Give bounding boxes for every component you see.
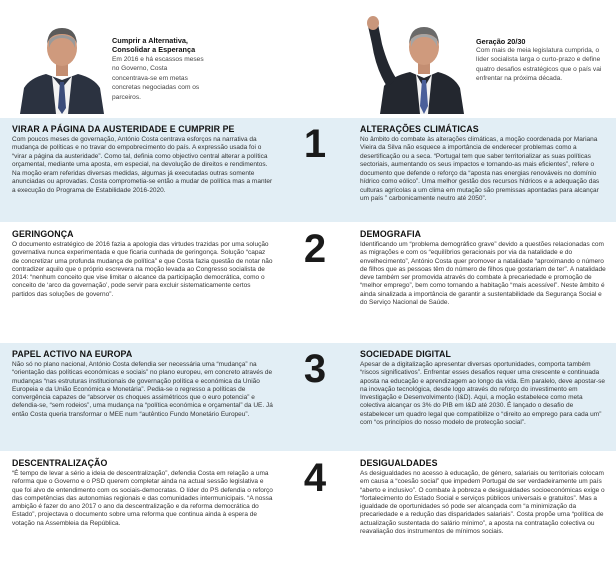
section-left-3 — [12, 349, 274, 419]
left-portrait-caption: Em 2016 e há escassos meses no Governo, Costa concentrava-se em metas concretas negociadas com os parceiros. — [112, 56, 204, 101]
section-number: 3 — [303, 347, 327, 391]
section-number: 2 — [303, 227, 327, 271]
politician-portrait-right — [358, 14, 468, 114]
section-body: Identificando um “problema demográfico grave” devido a questões relacionadas com as migrações e com os “equilíbrios geracionais por via da natalidade e do envelhecimento”, António Costa quer promover a natalidade “aproximando o número de filhos que as pessoas têm do número de filhos que gostariam de ter”. A natalidade deve também ser promovida através do combate à precariedade e promoção de “melhor emprego”, bem como tornando a habitação “mais acessível”. Neste âmbito é ainda sinalizada a importância de garantir a sustentabilidade da Segurança Social e do Serviço Nacional de Saúde. — [360, 241, 606, 307]
section-left-2 — [12, 229, 274, 299]
section-row-3 — [0, 343, 616, 451]
right-portrait-title: Geração 20/30 — [476, 37, 526, 46]
section-body: “É tempo de levar a sério a ideia de descentralização”, defendia Costa em relação a uma reforma que o Governo e o PSD querem completar ainda na actual sessão legislativa e que foi alvo de entendimento com os sociais-democratas. O líder do PS defendia o reforço das competências das autonomias regionais e das comunidades intermunicipais. “A nossa ambição é fazer do ano 2017 o ano da descentralização e da reforma democrática do Estado”, projectava o documento sobre uma reforma que continua ainda à espera de votação na Assembleia da República. — [12, 470, 273, 527]
right-portrait-caption: Com mais de meia legislatura cumprida, o líder socialista larga o curto-prazo e define quatro desafios estratégicos que o país vai enfrentar na próxima década. — [476, 47, 602, 83]
section-row-4 — [0, 455, 616, 561]
section-title: SOCIEDADE DIGITAL — [360, 349, 451, 359]
section-left-1 — [12, 124, 274, 195]
section-right-2 — [360, 229, 606, 307]
section-number: 1 — [303, 122, 327, 166]
section-number: 4 — [303, 456, 327, 500]
section-body: As desigualdades no acesso à educação, de género, salariais ou territoriais colocam em causa a “coesão social” que impedem Portugal de ser verdadeiramente um país “aberto e inclusivo”. O combate à pobreza e desigualdades socioeconómicas exige o “fortalecimento do Estado Social e serviços públicos universais e gratuitos”. Mas a igualdade de oportunidades só pode ser alcançada com “a minimização da precariedade e a redução das disparidades salariais”. Costa propõe uma “política de actualização sustentada do salário mínimo”, a aposta na contratação colectiva ou reavaliação dos instrumentos de mínimos sociais. — [360, 470, 605, 536]
section-title: DESCENTRALIZAÇÃO — [12, 458, 108, 468]
section-left-4 — [12, 458, 274, 528]
section-title: DEMOGRAFIA — [360, 229, 422, 239]
section-title: ALTERAÇÕES CLIMÁTICAS — [360, 124, 479, 134]
section-title: PAPEL ACTIVO NA EUROPA — [12, 349, 133, 359]
section-body: Com poucos meses de governação, António Costa centrava esforços na narrativa da mudança de políticas e no travar do empobrecimento do país. A expressão usada foi o “virar a página da austeridade”. Como tal, definia como objectivo central alterar a política orçamental, mediante uma aposta, em especial, na devolução de direitos e rendimentos. Na moção eram referidas diversas medidas, algumas já executadas outras somente anunciadas ou aprovadas. Costa comprometia-se então a mudar de política mas a manter a execução do Programa de Estabilidade 2016-2020. — [12, 136, 273, 194]
section-row-2 — [0, 225, 616, 341]
section-body: Apesar de a digitalização apresentar diversas oportunidades, comporta também “riscos significativos”. Enfrentar esses desafios requer uma crescente e continuada aposta na educação e aprendizagem ao longo da vida. Em paralelo, deve apostar-se na inovação tecnológica, desde logo através do reforço do investimento em Investigação e Desenvolvimento (I&D). Aqui, a moção estabelece como meta colectiva alcançar os 3% do PIB em I&D até 2030. É lançado o desafio de estabelecer um quadro legal que compatibilize o “direito ao emprego para cada um” com “os princípios do nosso modelo de protecção social”. — [360, 361, 605, 427]
section-title: VIRAR A PÁGINA DA AUSTERIDADE E CUMPRIR PE — [12, 124, 235, 134]
section-right-1 — [360, 124, 606, 204]
header — [0, 0, 616, 118]
section-title: DESIGUALDADES — [360, 458, 438, 468]
section-title: GERINGONÇA — [12, 229, 74, 239]
section-right-3 — [360, 349, 606, 427]
section-right-4 — [360, 458, 606, 536]
section-body: Não só no plano nacional, António Costa defendia ser necessária uma “mudança” na “orientação das políticas económicas e sociais” no plano europeu, em concreto através de mudanças “nas estruturas institucionais de governação política e económica da União Europeia e da União Económica e Monetária”. Pedia-se o regresso a políticas de convergência capazes de “absorver os choques assimétricos que o euro potencia” e defendia-se, “sem rodeios”, uma mudança na “política económica e orçamental” da UE. Já então Costa queria transformar o MEE num “autêntico Fundo Monetário Europeu”. — [12, 361, 273, 418]
section-row-1 — [0, 118, 616, 222]
section-body: O documento estratégico de 2016 fazia a apologia das virtudes trazidas por uma solução governativa nunca experimentada e que ficaria cunhada de geringonça. Solução “capaz de concretizar uma profunda mudança de política” e que Costa fazia questão de notar não contradizer aquilo que o próprio escrevera na moção levada ao Congresso socialista de 2014: “nenhum conceito que vise limitar o alcance da participação democrática, como o conceito de ‘arco da governação’, pode servir para excluir sistematicamente certos partidos das soluções de governo”. — [12, 241, 273, 298]
politician-portrait-left — [16, 18, 108, 114]
left-portrait-title: Cumprir a Alternativa, Consolidar a Esperança — [112, 36, 196, 54]
section-body: No âmbito do combate às alterações climáticas, a moção coordenada por Mariana Vieira da Silva não esquece a importância de enderecer problemas como a desertificação ou a seca. “Portugal tem que saber territorializar as suas políticas sectoriais, aumentando os seus impactos e tornando-as mais eficientes”, refere o documento que defende o reforço da “aposta nas energias renováveis no domínio hídrico como eólico”. Uma melhor gestão dos recursos hídricos e a adequação das culturas agrícolas a um clima em mutação são premissas apontadas para alcançar um país ” carbonicamente neutro até 2050”. — [360, 136, 600, 203]
